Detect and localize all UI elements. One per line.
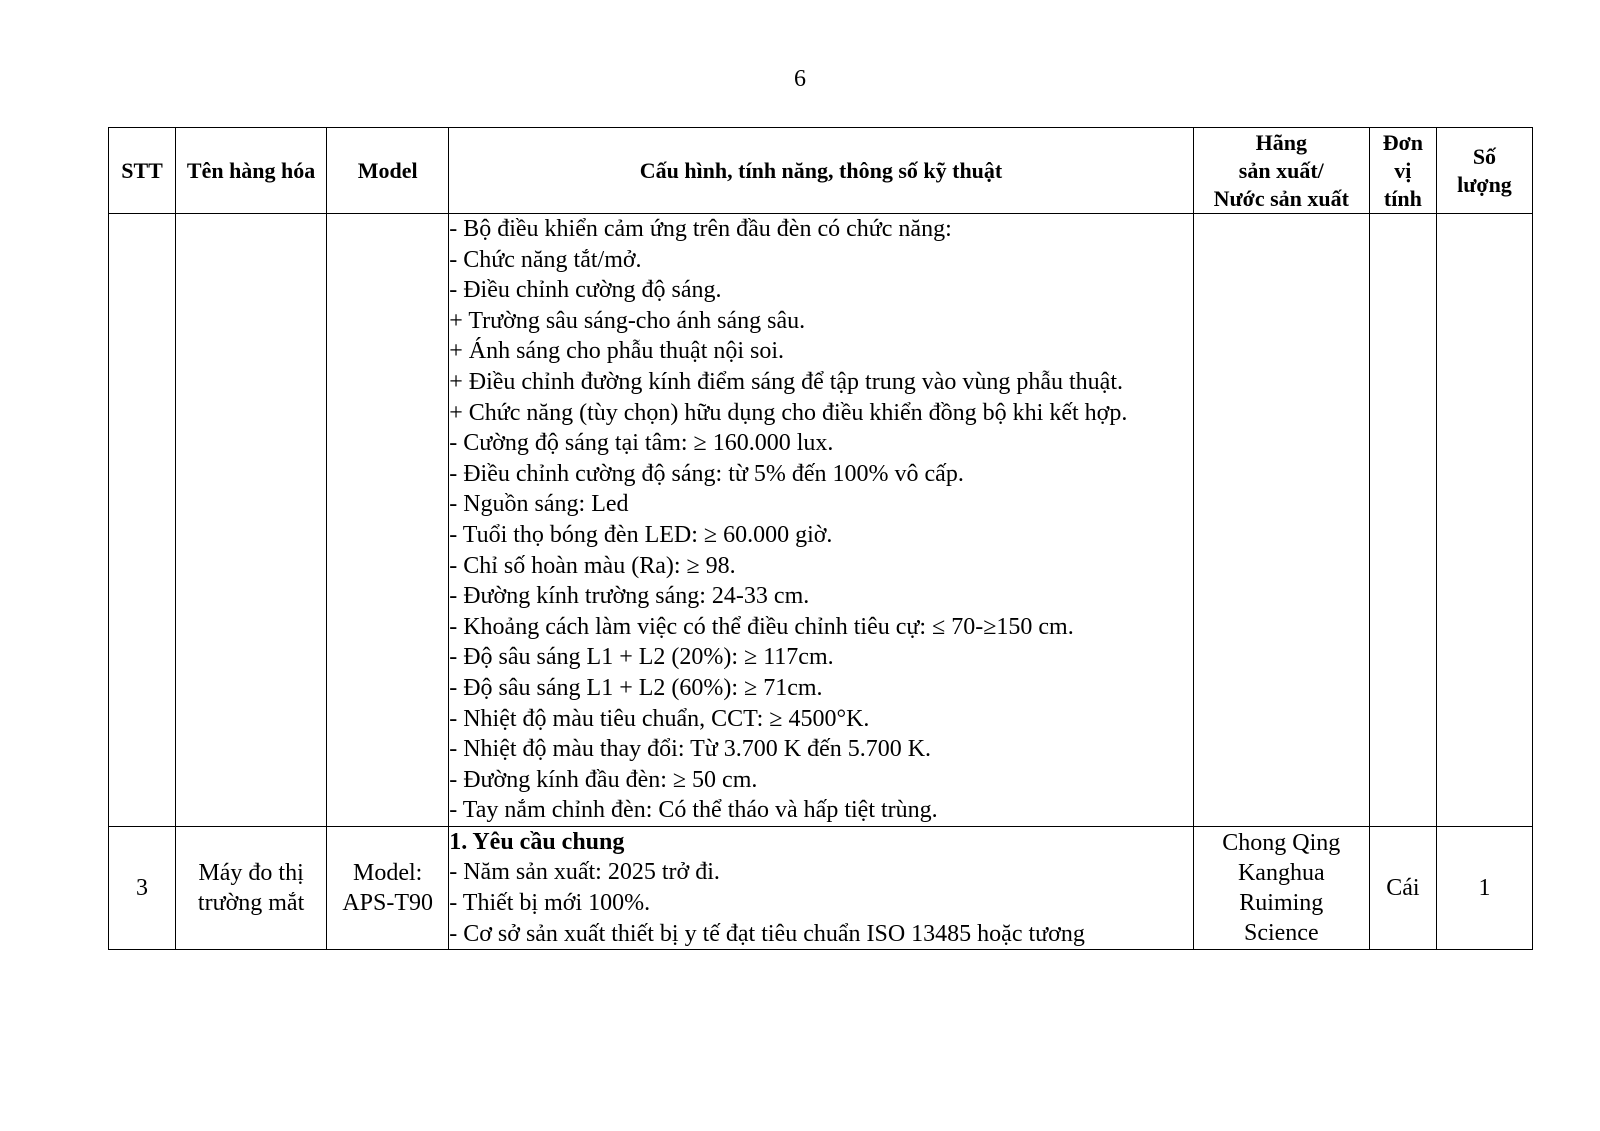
header-qty-line1: Số (1472, 143, 1497, 169)
spec-line: + Ánh sáng cho phẫu thuật nội soi. (449, 338, 785, 365)
spec-line: - Nguồn sáng: Led (449, 491, 629, 518)
spec-line: - Độ sâu sáng L1 + L2 (20%): ≥ 117cm. (449, 644, 834, 671)
specification-table (108, 127, 1533, 950)
spec-line: - Điều chỉnh cường độ sáng: từ 5% đến 100% vô cấp. (449, 460, 964, 487)
table-header-row (109, 128, 1533, 214)
maker-line4: Science (1243, 920, 1319, 947)
name-line2: trường mắt (197, 890, 305, 917)
spec-line: - Tuổi thọ bóng đèn LED: ≥ 60.000 giờ. (449, 521, 833, 548)
header-unit-line3: tính (1383, 185, 1422, 211)
spec-line: - Nhiệt độ màu thay đổi: Từ 3.700 K đến 5.700 K. (449, 736, 932, 763)
cell-stt-empty (109, 214, 176, 827)
cell-unit-empty (1369, 214, 1436, 827)
header-maker-line3: Nước sản xuất (1213, 185, 1349, 211)
header-qty-line2: lượng (1457, 171, 1512, 197)
header-unit (1369, 128, 1436, 214)
spec-line: - Đường kính đầu đèn: ≥ 50 cm. (449, 766, 758, 793)
spec-line: - Cường độ sáng tại tâm: ≥ 160.000 lux. (449, 430, 834, 457)
cell-maker-empty (1193, 214, 1369, 827)
cell-spec-item (449, 826, 1194, 949)
cell-model-empty (327, 214, 449, 827)
header-maker-line2: sản xuất/ (1238, 157, 1324, 183)
header-qty (1436, 128, 1532, 214)
maker-line3: Ruiming (1239, 890, 1324, 917)
cell-spec-continuation (449, 214, 1194, 827)
page-number: 6 (794, 66, 806, 92)
spec-line: + Chức năng (tùy chọn) hữu dụng cho điều khiển đồng bộ khi kết hợp. (449, 399, 1128, 426)
spec-line: + Điều chỉnh đường kính điểm sáng để tập trung vào vùng phẫu thuật. (449, 368, 1123, 395)
header-model: Model (327, 128, 449, 214)
name-line1: Máy đo thị (198, 860, 304, 887)
cell-qty: 1 (1436, 826, 1532, 949)
spec-line: + Trường sâu sáng-cho ánh sáng sâu. (449, 307, 806, 334)
header-unit-line1: Đơn (1382, 129, 1424, 155)
model-line1: Model: (353, 860, 423, 887)
spec-line: - Điều chỉnh cường độ sáng. (449, 277, 722, 304)
spec-line: - Cơ sở sản xuất thiết bị y tế đạt tiêu chuẩn ISO 13485 hoặc tương (449, 920, 1085, 947)
table-row-continuation (109, 214, 1533, 827)
maker-line2: Kanghua (1237, 860, 1325, 887)
spec-line: - Nhiệt độ màu tiêu chuẩn, CCT: ≥ 4500°K. (449, 705, 870, 732)
model-line2: APS-T90 (342, 890, 434, 917)
cell-stt: 3 (109, 826, 176, 949)
spec-line: - Đường kính trường sáng: 24-33 cm. (449, 583, 810, 610)
header-spec: Cấu hình, tính năng, thông số kỹ thuật (449, 128, 1194, 214)
spec-line: - Chức năng tắt/mở. (449, 246, 642, 273)
cell-name-empty (176, 214, 327, 827)
table-row-item-3 (109, 826, 1533, 949)
cell-maker (1193, 826, 1369, 949)
cell-qty-empty (1436, 214, 1532, 827)
cell-model (327, 826, 449, 949)
spec-heading: 1. Yêu cầu chung (449, 828, 625, 855)
cell-name (176, 826, 327, 949)
header-name: Tên hàng hóa (176, 128, 327, 214)
header-maker (1193, 128, 1369, 214)
spec-line: - Tay nắm chỉnh đèn: Có thể tháo và hấp tiệt trùng. (449, 797, 938, 824)
spec-line: - Khoảng cách làm việc có thể điều chỉnh tiêu cự: ≤ 70-≥150 cm. (449, 613, 1074, 640)
spec-line: - Bộ điều khiển cảm ứng trên đầu đèn có chức năng: (449, 216, 952, 242)
maker-line1: Chong Qing (1222, 830, 1341, 857)
header-stt: STT (109, 128, 176, 214)
spec-line: - Năm sản xuất: 2025 trở đi. (449, 859, 720, 886)
header-unit-line2: vị (1394, 157, 1412, 183)
cell-unit: Cái (1369, 826, 1436, 949)
spec-line: - Thiết bị mới 100%. (449, 890, 651, 917)
spec-line: - Độ sâu sáng L1 + L2 (60%): ≥ 71cm. (449, 674, 823, 701)
spec-line: - Chỉ số hoàn màu (Ra): ≥ 98. (449, 552, 736, 579)
header-maker-line1: Hãng (1255, 129, 1307, 155)
